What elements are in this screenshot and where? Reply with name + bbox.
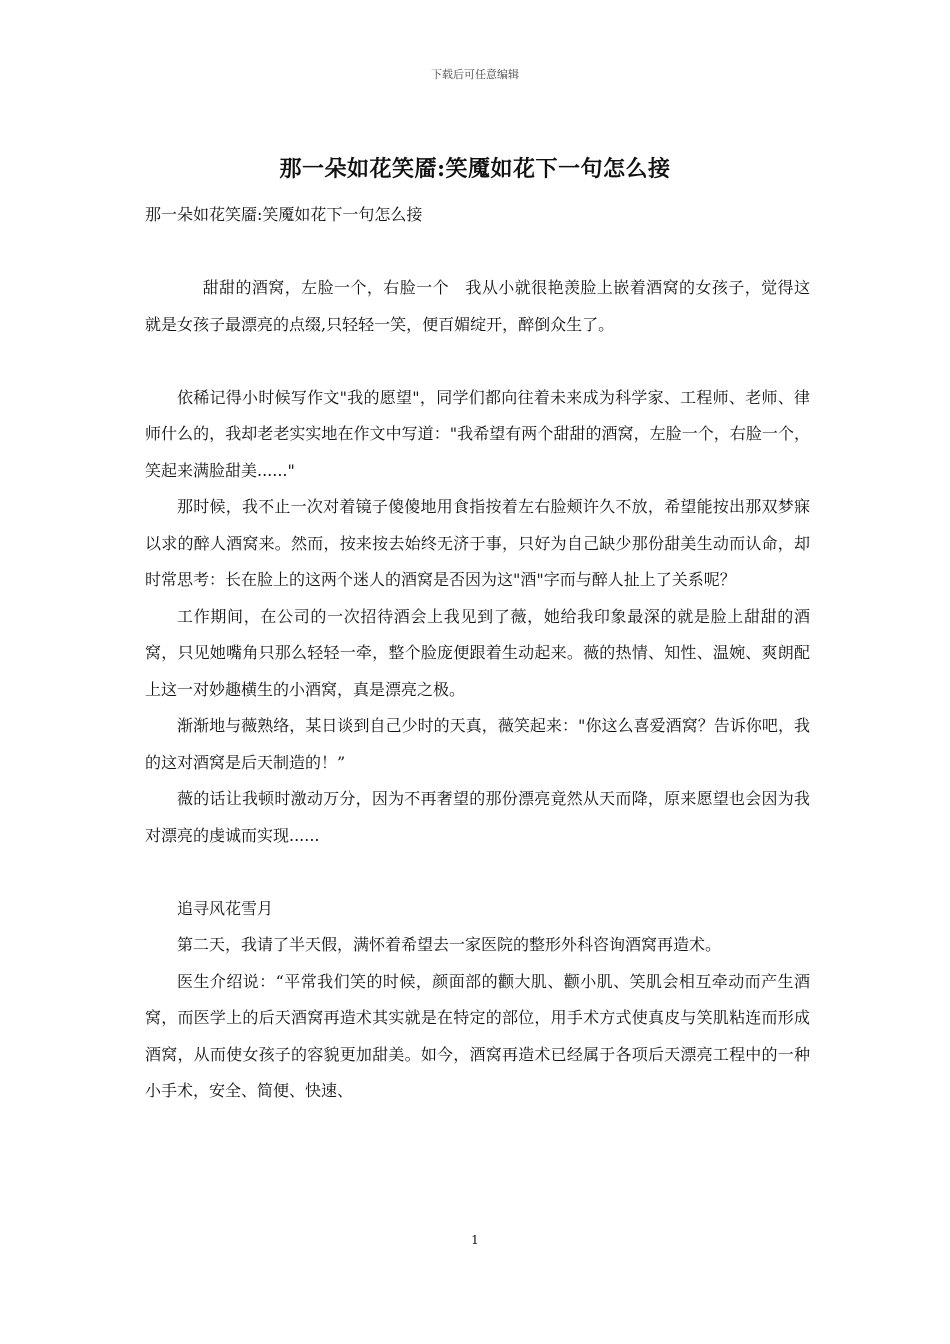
paragraph-gap — [145, 854, 810, 891]
document-subtitle: 那一朵如花笑靥:笑魇如花下一句怎么接 — [145, 205, 423, 224]
paragraph-7: 第二天，我请了半天假，满怀着希望去一家医院的整形外科咨询酒窝再造术。 — [177, 935, 722, 954]
paragraph-gap — [145, 343, 810, 380]
paragraph-8: 医生介绍说：“平常我们笑的时候，颜面部的颧大肌、颧小肌、笑肌会相互牵动而产生酒窝，而医学上的后天酒窝再造术其实就是在特定的部位，用手术方式使真皮与笑肌粘连而形成酒窝，从而使女孩子的容貌更加甜美。如今，酒窝再造术已经属于各项后天漂亮工程中的一种小手术，安全、简便、快速、 — [145, 971, 810, 1100]
paragraph-5: 渐渐地与薇熟络，某日谈到自己少时的天真，薇笑起来："你这么喜爱酒窝？告诉你吧，我的这对酒窝是后天制造的！” — [145, 716, 810, 772]
document-title: 那一朵如花笑靥:笑魇如花下一句怎么接 — [279, 156, 671, 182]
document-body — [145, 270, 810, 1110]
paragraph-6: 薇的话让我顿时激动万分，因为不再奢望的那份漂亮竟然从天而降，原来愿望也会因为我对漂亮的虔诚而实现...... — [145, 789, 810, 845]
section-heading: 追寻风花雪月 — [177, 898, 274, 918]
paragraph-3: 那时候，我不止一次对着镜子傻傻地用食指按着左右脸颊许久不放，希望能按出那双梦寐以求的醉人酒窝来。然而，按来按去始终无济于事，只好为自己缺少那份甜美生动而认命，却时常思考：长在脸上的这两个迷人的酒窝是否因为这"酒"字而与醉人扯上了关系呢？ — [145, 497, 810, 589]
paragraph-1: 甜甜的酒窝，左脸一个，右脸一个 我从小就很艳羡脸上嵌着酒窝的女孩子，觉得这就是女孩子最漂亮的点缀,只轻轻一笑，便百媚绽开，醉倒众生了。 — [145, 278, 810, 334]
page-number: 1 — [471, 1233, 479, 1247]
paragraph-4: 工作期间，在公司的一次招待酒会上我见到了薇，她给我印象最深的就是脸上甜甜的酒窝，只见她嘴角只那么轻轻一牵，整个脸庞便跟着生动起来。薇的热情、知性、温婉、爽朗配上这一对妙趣横生的小酒窝，真是漂亮之极。 — [145, 606, 810, 699]
paragraph-2: 依稀记得小时候写作文"我的愿望"，同学们都向往着未来成为科学家、工程师、老师、律师什么的，我却老老实实地在作文中写道："我希望有两个甜甜的酒窝，左脸一个，右脸一个，笑起来满脸甜美......" — [145, 387, 810, 480]
page-header-note: 下载后可任意编辑 — [431, 68, 519, 81]
